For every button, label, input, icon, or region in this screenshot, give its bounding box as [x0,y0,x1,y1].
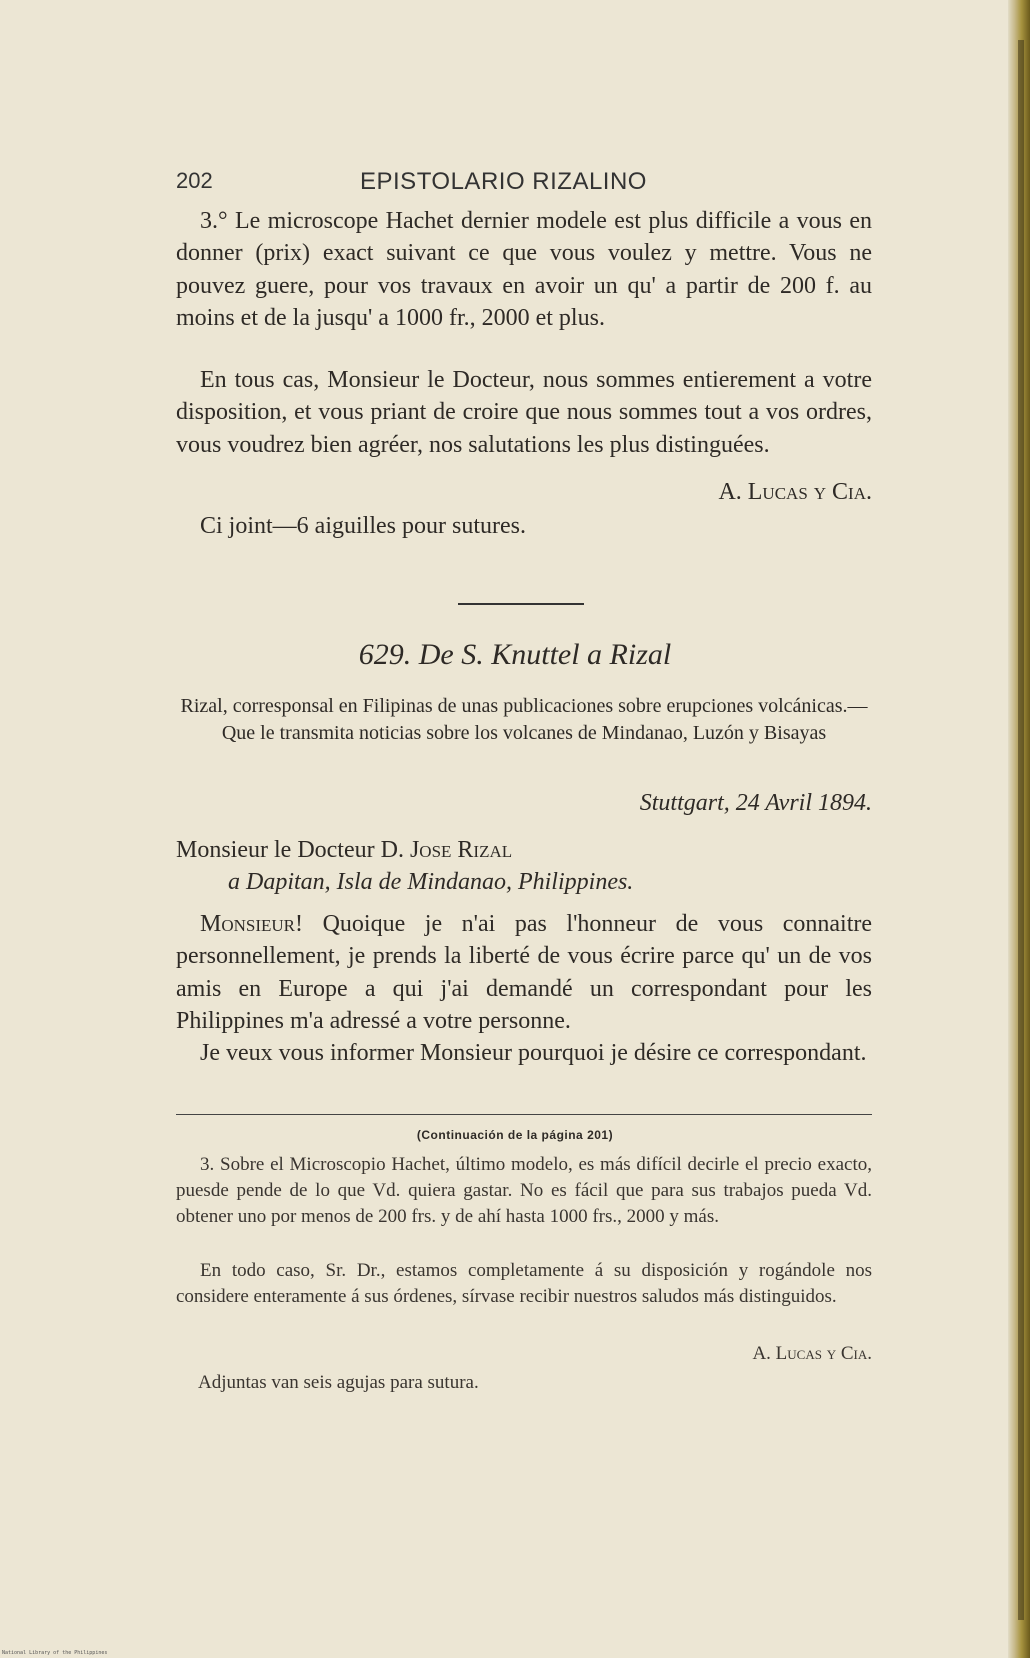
addressee-name: Jose Rizal [409,837,513,863]
footnote-paragraph-1: 3. Sobre el Microscopio Hachet, último modelo, es más difícil decirle el precio exacto, puesde pende de lo que Vd. quiera gastar. No es fácil que para sus trabajos pueda Vd. obtener uno por menos de 200 frs. y de ahí hasta 1000 frs., 2000 y más. [176,1154,872,1227]
prev-letter-signature: A. Lucas y Cia. [718,479,872,505]
salutation: Monsieur [200,911,296,937]
footnote-continuation: (Continuación de la página 201) [416,1128,614,1142]
addressee [176,834,633,898]
place-date: Stuttgart, 24 Avril 1894. [639,790,872,816]
footnote-signature: A. Lucas y Cia. [752,1343,872,1364]
prev-letter-paragraph-2: En tous cas, Monsieur le Docteur, nous sommes entierement a votre disposition, et vous priant de croire que nous sommes tout a vos ordres, vous voudrez bien agréer, nos salutations les plus distinguées. [176,367,872,458]
prev-letter-paragraph-1: 3.° Le microscope Hachet dernier modele est plus difficile a vous en donner (prix) exact suivant ce que vous voulez y mettre. Vous ne pouvez guere, pour vos travaux en avoir un qu' a partir de 200 f. au moins et de la jusqu' a 1000 fr., 2000 et plus. [176,208,872,332]
letter-paragraph-2: Je veux vous informer Monsieur pourquoi je désire ce correspondant. [200,1040,867,1066]
addressee-prefix: Monsieur le Docteur D. [176,837,410,863]
letter-summary: Rizal, corresponsal en Filipinas de unas publicaciones sobre erupciones volcánicas.—Que le transmita noticias sobre los volcanes de Mindanao, Luzón y Bisayas [180,695,868,744]
prev-letter-postscript: Ci joint—6 aiguilles pour sutures. [200,513,526,539]
section-divider [458,603,584,605]
footnote-rule [176,1114,872,1115]
letter-paragraph-1 [176,908,872,1038]
page-edge-shadow [1018,40,1024,1620]
running-title: EPISTOLARIO RIZALINO [360,168,647,195]
footnote-paragraph-2: En todo caso, Sr. Dr., estamos completamente á su disposición y rogándole nos considere enteramente á sus órdenes, sírvase recibir nuestros saludos más distinguidos. [176,1260,872,1307]
page-number: 202 [176,168,213,193]
letter-heading: 629. De S. Knuttel a Rizal [358,638,672,671]
addressee-line-1 [176,834,633,866]
library-credit: National Library of the Philippines [2,1650,108,1656]
footnote-postscript: Adjuntas van seis agujas para sutura. [198,1372,479,1393]
letter-paragraph-1-text: ! Quoique je n'ai pas l'honneur de vous connaitre personnellement, je prends la liberté de vous écrire parce qu' un de vos amis en Europe a qui j'ai demandé un correspondant pour les Philippines m'a adressé a votre personne. [176,911,872,1035]
addressee-line-2: a Dapitan, Isla de Mindanao, Philippines. [228,869,634,895]
